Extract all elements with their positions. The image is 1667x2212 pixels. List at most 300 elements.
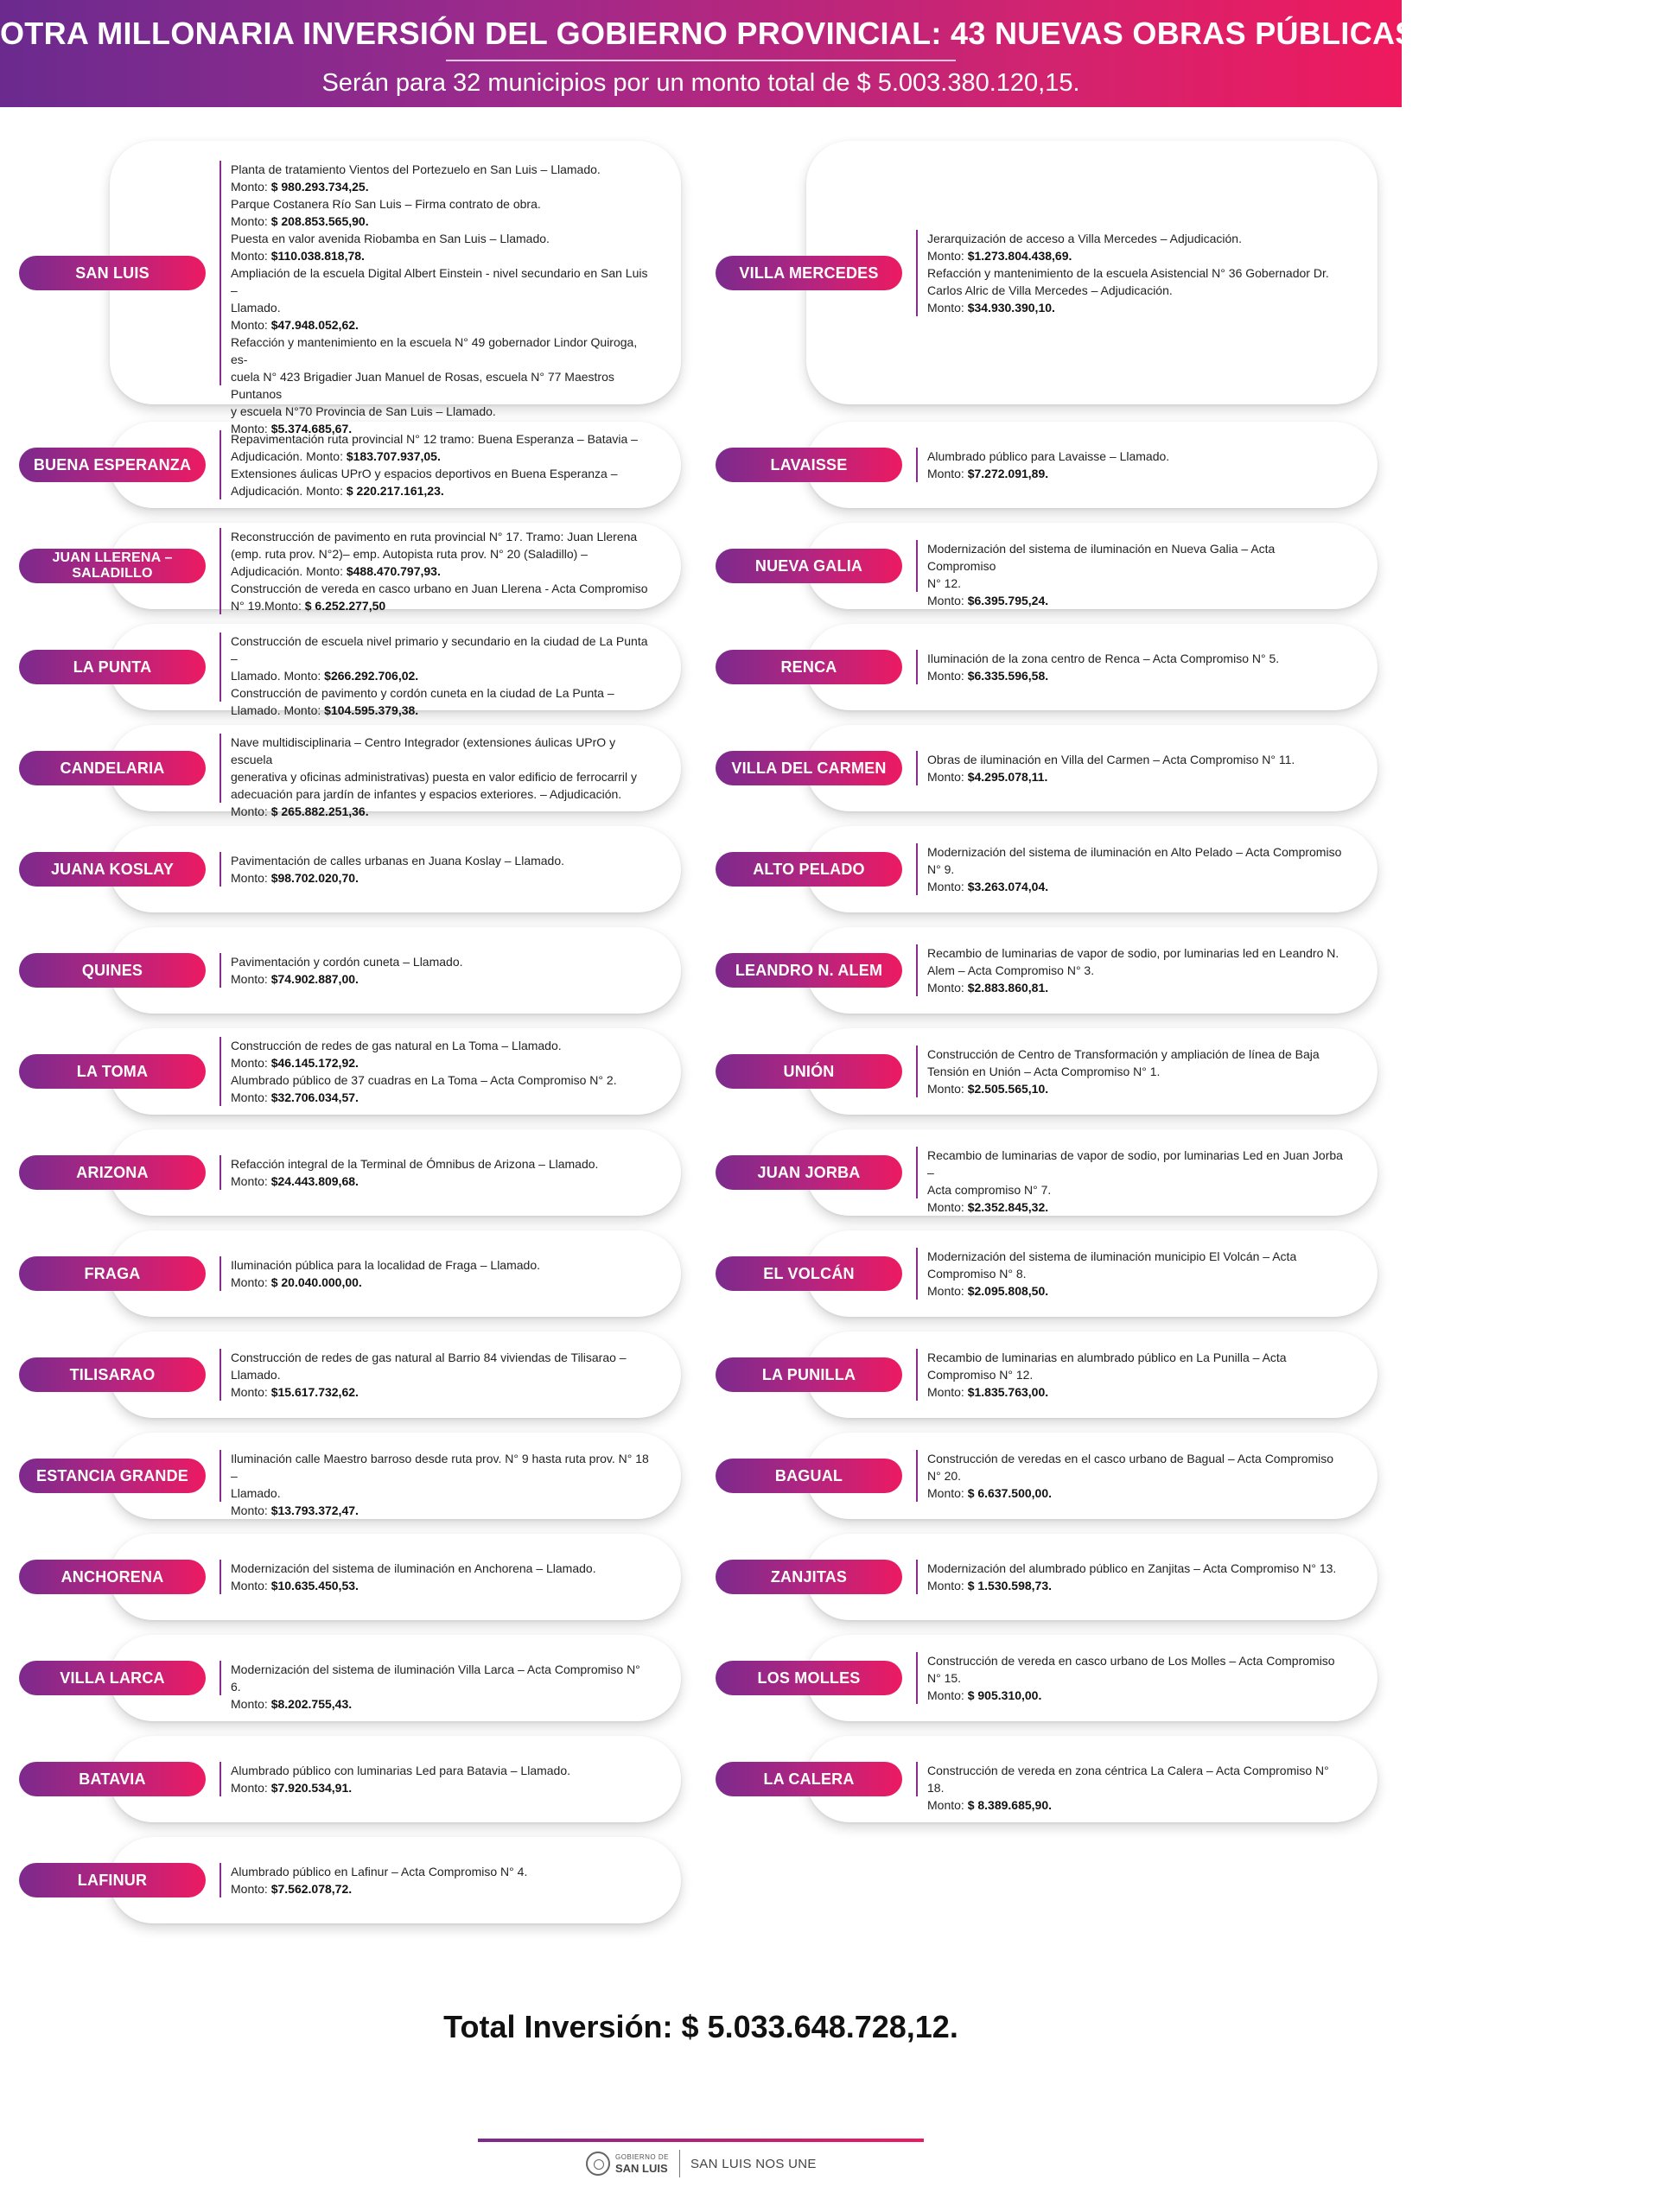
total-investment: Total Inversión: $ 5.033.648.728,12. xyxy=(443,2009,958,2044)
line-text: Alumbrado público para Lavaisse – Llamado. xyxy=(927,449,1170,463)
municipality-name-badge: EL VOLCÁN xyxy=(716,1256,902,1291)
project-description xyxy=(231,1256,650,1291)
line-text: Pavimentación y cordón cuneta – Llamado. xyxy=(231,955,463,969)
amount-value: $4.295.078,11. xyxy=(967,770,1048,784)
description-line xyxy=(927,1467,1346,1484)
line-text: Refacción y mantenimiento en la escuela N° 49 gobernador Lindor Quiroga, es- xyxy=(231,334,638,366)
project-description xyxy=(231,632,650,719)
amount-value: $13.793.372,47. xyxy=(270,1503,359,1517)
amount-value: $34.930.390,10. xyxy=(967,300,1055,315)
description-line xyxy=(231,803,650,820)
amount-value: $ 6.637.500,00. xyxy=(967,1486,1053,1500)
project-description xyxy=(927,1147,1346,1216)
description-line xyxy=(231,403,650,420)
entry-accent-bar xyxy=(916,843,918,895)
entry-accent-bar xyxy=(916,1450,918,1502)
municipality-name-badge: JUAN JORBA xyxy=(716,1155,902,1190)
description-line xyxy=(927,1349,1346,1366)
description-line xyxy=(927,650,1346,667)
description-line xyxy=(231,448,650,465)
description-line xyxy=(927,1181,1346,1198)
amount-value: $ 1.530.598,73. xyxy=(967,1579,1053,1592)
entry-accent-bar xyxy=(916,1147,918,1198)
municipality-entry xyxy=(716,141,1378,404)
description-line xyxy=(231,1779,650,1796)
description-line xyxy=(927,1577,1346,1594)
line-text: Construcción de vereda en casco urbano en Juan Llerena - Acta Compromiso xyxy=(231,582,648,595)
municipality-entry xyxy=(19,1534,681,1620)
page-header xyxy=(0,0,1667,107)
municipality-name-badge: NUEVA GALIA xyxy=(716,549,902,583)
line-text: Monto: xyxy=(927,669,968,683)
description-line xyxy=(927,540,1346,575)
line-text: Adjudicación. Monto: xyxy=(231,449,347,463)
entry-accent-bar xyxy=(916,1046,918,1097)
line-text: Modernización del alumbrado público en Zanjitas – Acta Compromiso N° 13. xyxy=(927,1561,1337,1575)
entry-accent-bar xyxy=(220,430,221,499)
line-text: Monto: xyxy=(231,1503,271,1517)
line-text: Llamado. xyxy=(231,300,281,315)
municipality-entry xyxy=(19,1230,681,1317)
municipality-name-badge: JUANA KOSLAY xyxy=(19,852,206,887)
description-line xyxy=(231,161,650,178)
description-line xyxy=(927,1080,1346,1097)
line-text: Ampliación de la escuela Digital Albert Einstein - nivel secundario en San Luis – xyxy=(231,265,648,297)
entry-accent-bar xyxy=(916,1349,918,1401)
municipality-entry xyxy=(19,624,681,717)
amount-value: $488.470.797,93. xyxy=(346,564,441,578)
line-text: Monto: xyxy=(231,1275,271,1289)
line-text: Monto: xyxy=(927,1688,968,1702)
amount-value: $10.635.450,53. xyxy=(270,1579,359,1592)
amount-value: $5.374.685,67. xyxy=(270,421,353,435)
description-line xyxy=(231,1089,650,1106)
line-text: Monto: xyxy=(231,1174,271,1188)
municipality-name-badge: CANDELARIA xyxy=(19,751,206,785)
project-description xyxy=(927,650,1346,684)
description-line xyxy=(231,734,650,768)
description-line xyxy=(231,768,650,785)
municipality-entry xyxy=(19,523,681,613)
line-text: Monto: xyxy=(231,179,271,194)
line-text: Recambio de luminarias de vapor de sodio, por luminarias led en Leandro N. xyxy=(927,946,1339,960)
entry-accent-bar xyxy=(220,734,221,803)
line-text: Monto: xyxy=(927,1798,968,1812)
amount-value: $183.707.937,05. xyxy=(346,449,441,463)
line-text: Recambio de luminarias en alumbrado público en La Punilla – Acta xyxy=(927,1351,1287,1364)
entry-accent-bar xyxy=(916,448,918,482)
amount-value: $ 208.853.565,90. xyxy=(270,213,369,228)
line-text: Extensiones áulicas UPrO y espacios deportivos en Buena Esperanza – xyxy=(231,467,618,480)
description-line xyxy=(231,195,650,213)
description-line xyxy=(231,597,650,614)
municipality-name-badge: ARIZONA xyxy=(19,1155,206,1190)
description-line xyxy=(231,1863,650,1880)
line-text: Recambio de luminarias de vapor de sodio, por luminarias Led en Juan Jorba – xyxy=(927,1148,1343,1179)
line-text: Construcción de vereda en casco urbano de Los Molles – Acta Compromiso xyxy=(927,1654,1335,1668)
description-line xyxy=(927,1046,1346,1063)
municipality-entry xyxy=(19,725,681,818)
municipality-entry xyxy=(716,1736,1378,1822)
description-line xyxy=(927,299,1346,316)
description-line xyxy=(231,667,650,684)
municipality-entry xyxy=(716,1433,1378,1519)
amount-value: $ 20.040.000,00. xyxy=(270,1275,362,1289)
description-line xyxy=(927,751,1346,768)
description-line xyxy=(231,1366,650,1383)
description-line xyxy=(231,1484,650,1502)
line-text: Construcción de Centro de Transformación y ampliación de línea de Baja xyxy=(927,1047,1320,1061)
line-text: Alumbrado público en Lafinur – Acta Compromiso N° 4. xyxy=(231,1865,528,1878)
line-text: Monto: xyxy=(231,1385,271,1399)
description-line xyxy=(927,465,1346,482)
description-line xyxy=(231,1880,650,1897)
entry-accent-bar xyxy=(220,1450,221,1502)
description-line xyxy=(927,768,1346,785)
line-text: Monto: xyxy=(231,317,271,332)
description-line xyxy=(231,1155,650,1173)
description-line xyxy=(231,299,650,316)
description-line xyxy=(231,1661,650,1695)
line-text: Construcción de escuela nivel primario y secundario en la ciudad de La Punta – xyxy=(231,634,648,665)
municipality-name-badge: SAN LUIS xyxy=(19,256,206,290)
municipality-name-badge: LA CALERA xyxy=(716,1762,902,1796)
entry-accent-bar xyxy=(916,1652,918,1704)
description-line xyxy=(231,970,650,988)
municipality-name-badge: JUAN LLERENA – SALADILLO xyxy=(19,549,206,583)
line-text: Refacción y mantenimiento de la escuela Asistencial N° 36 Gobernador Dr. xyxy=(927,265,1329,280)
line-text: Refacción integral de la Terminal de Ómnibus de Arizona – Llamado. xyxy=(231,1157,599,1171)
project-description xyxy=(231,1762,650,1796)
description-line xyxy=(927,1282,1346,1300)
description-line xyxy=(231,953,650,970)
municipality-entry xyxy=(19,1129,681,1216)
municipality-name-badge: LA PUNTA xyxy=(19,650,206,684)
description-line xyxy=(231,1695,650,1713)
description-line xyxy=(927,861,1346,878)
line-text: cuela N° 423 Brigadier Juan Manuel de Rosas, escuela N° 77 Maestros Puntanos xyxy=(231,369,614,401)
entry-accent-bar xyxy=(220,852,221,887)
amount-value: $2.352.845,32. xyxy=(967,1200,1049,1214)
line-text: Modernización del sistema de iluminación en Nueva Galia – Acta Compromiso xyxy=(927,542,1276,573)
entry-accent-bar xyxy=(916,1560,918,1594)
municipality-name-badge: LAVAISSE xyxy=(716,448,902,482)
line-text: Obras de iluminación en Villa del Carmen – Acta Compromiso N° 11. xyxy=(927,753,1295,766)
government-label-line2: SAN LUIS xyxy=(615,2162,668,2175)
line-text: Adjudicación. Monto: xyxy=(231,564,347,578)
amount-value: $2.095.808,50. xyxy=(967,1284,1049,1298)
municipality-entry xyxy=(716,1635,1378,1721)
municipality-name-badge: LAFINUR xyxy=(19,1863,206,1897)
municipality-entry xyxy=(716,725,1378,811)
municipality-name-badge: QUINES xyxy=(19,953,206,988)
project-description xyxy=(231,1863,650,1897)
line-text: Monto: xyxy=(927,1284,968,1298)
line-text: Construcción de redes de gas natural en La Toma – Llamado. xyxy=(231,1039,562,1052)
amount-value: $2.883.860,81. xyxy=(967,981,1049,995)
municipality-entry xyxy=(19,1635,681,1721)
municipality-entry xyxy=(19,1433,681,1519)
project-description xyxy=(927,1046,1346,1097)
line-text: Construcción de redes de gas natural al Barrio 84 viviendas de Tilisarao – xyxy=(231,1351,627,1364)
line-text: N° 15. xyxy=(927,1671,962,1685)
line-text: Monto: xyxy=(927,467,968,480)
municipality-entry xyxy=(716,1129,1378,1216)
municipality-name-badge: FRAGA xyxy=(19,1256,206,1291)
line-text: Construcción de pavimento y cordón cuneta en la ciudad de La Punta – xyxy=(231,686,614,700)
description-line xyxy=(231,869,650,887)
project-description xyxy=(231,734,650,820)
description-line xyxy=(231,213,650,230)
entry-accent-bar xyxy=(220,1661,221,1695)
line-text: Monto: xyxy=(927,1385,968,1399)
entry-accent-bar xyxy=(220,1037,221,1106)
municipality-entry xyxy=(19,1332,681,1418)
amount-value: $ 8.389.685,90. xyxy=(967,1798,1053,1812)
description-line xyxy=(231,702,650,719)
project-description xyxy=(927,751,1346,785)
municipality-entry xyxy=(716,826,1378,912)
amount-value: $1.835.763,00. xyxy=(967,1385,1049,1399)
header-divider xyxy=(446,60,956,61)
entry-accent-bar xyxy=(220,1762,221,1796)
line-text: Modernización del sistema de iluminación en Alto Pelado – Acta Compromiso xyxy=(927,845,1342,859)
amount-value: $ 220.217.161,23. xyxy=(346,484,444,498)
amount-value: $ 265.882.251,36. xyxy=(270,804,369,818)
line-text: Compromiso N° 8. xyxy=(927,1267,1027,1281)
description-line xyxy=(927,1762,1346,1796)
municipality-entry xyxy=(19,927,681,1014)
municipality-name-badge: LA PUNILLA xyxy=(716,1357,902,1392)
line-text: Alumbrado público con luminarias Led para Batavia – Llamado. xyxy=(231,1764,571,1777)
line-text: Monto: xyxy=(927,770,968,784)
description-line xyxy=(231,1383,650,1401)
line-text: Adjudicación. Monto: xyxy=(231,484,347,498)
line-text: Construcción de veredas en el casco urbano de Bagual – Acta Compromiso xyxy=(927,1452,1334,1465)
line-text: Carlos Alric de Villa Mercedes – Adjudicación. xyxy=(927,283,1173,297)
municipality-entry xyxy=(716,1230,1378,1317)
line-text: Monto: xyxy=(927,1486,968,1500)
municipality-name-badge: UNIÓN xyxy=(716,1054,902,1089)
description-line xyxy=(927,1652,1346,1669)
line-text: N° 20. xyxy=(927,1469,962,1483)
project-description xyxy=(231,430,650,499)
project-description xyxy=(231,852,650,887)
page-subtitle: Serán para 32 municipios por un monto total de $ 5.003.380.120,15. xyxy=(321,69,1080,97)
amount-value: $6.335.596,58. xyxy=(967,669,1049,683)
description-line xyxy=(231,368,650,403)
amount-value: $7.562.078,72. xyxy=(270,1882,353,1896)
line-text: Monto: xyxy=(927,594,968,607)
project-description xyxy=(927,1450,1346,1502)
description-line xyxy=(231,545,650,563)
entry-accent-bar xyxy=(220,1863,221,1897)
line-text: Reconstrucción de pavimento en ruta provincial N° 17. Tramo: Juan Llerena xyxy=(231,530,638,543)
description-line xyxy=(231,178,650,195)
description-line xyxy=(231,580,650,597)
description-line xyxy=(231,465,650,482)
project-description xyxy=(231,1661,650,1713)
line-text: N° 12. xyxy=(927,576,962,590)
project-description xyxy=(231,1450,650,1519)
description-line xyxy=(927,878,1346,895)
description-line xyxy=(231,1256,650,1274)
footer-slogan: SAN LUIS NOS UNE xyxy=(690,2157,817,2171)
amount-value: $ 905.310,00. xyxy=(967,1688,1042,1702)
entry-accent-bar xyxy=(220,632,221,702)
line-text: Monto: xyxy=(231,248,271,263)
entry-accent-bar xyxy=(916,751,918,785)
amount-value: $104.595.379,38. xyxy=(324,703,419,717)
line-text: Iluminación pública para la localidad de Fraga – Llamado. xyxy=(231,1258,540,1272)
line-text: Modernización del sistema de iluminación Villa Larca – Acta Compromiso N° 6. xyxy=(231,1662,640,1694)
amount-value: $47.948.052,62. xyxy=(270,317,359,332)
municipality-entry xyxy=(19,422,681,508)
line-text: Monto: xyxy=(231,972,271,986)
line-text: Llamado. xyxy=(231,1486,281,1500)
project-description xyxy=(231,1155,650,1190)
description-line xyxy=(231,482,650,499)
description-line xyxy=(927,1687,1346,1704)
municipality-name-badge: VILLA LARCA xyxy=(19,1661,206,1695)
entry-accent-bar xyxy=(916,944,918,996)
line-text: Monto: xyxy=(927,300,968,315)
municipality-name-badge: BUENA ESPERANZA xyxy=(19,448,206,482)
line-text: Modernización del sistema de iluminación en Anchorena – Llamado. xyxy=(231,1561,596,1575)
description-line xyxy=(231,264,650,299)
municipality-name-badge: ANCHORENA xyxy=(19,1560,206,1594)
line-text: Monto: xyxy=(231,804,271,818)
description-line xyxy=(927,592,1346,609)
description-line xyxy=(927,1796,1346,1814)
project-description xyxy=(231,161,650,437)
amount-value: $3.263.074,04. xyxy=(967,880,1049,893)
municipality-name-badge: VILLA MERCEDES xyxy=(716,256,902,290)
description-line xyxy=(927,1147,1346,1181)
municipality-name-badge: BATAVIA xyxy=(19,1762,206,1796)
description-line xyxy=(927,979,1346,996)
amount-value: $7.272.091,89. xyxy=(967,467,1049,480)
entry-accent-bar xyxy=(916,230,918,316)
amount-value: $24.443.809,68. xyxy=(270,1174,359,1188)
description-line xyxy=(927,575,1346,592)
line-text: Monto: xyxy=(927,981,968,995)
description-line xyxy=(927,1265,1346,1282)
entry-accent-bar xyxy=(220,1349,221,1401)
line-text: Llamado. Monto: xyxy=(231,703,325,717)
line-text: Parque Costanera Río San Luis – Firma contrato de obra. xyxy=(231,196,541,211)
project-description xyxy=(927,1762,1346,1814)
project-description xyxy=(927,1652,1346,1704)
description-line xyxy=(231,1274,650,1291)
municipality-name-badge: BAGUAL xyxy=(716,1459,902,1493)
line-text: Monto: xyxy=(927,1082,968,1096)
government-label-line1: GOBIERNO DE xyxy=(615,2153,669,2161)
description-line xyxy=(231,563,650,580)
entry-accent-bar xyxy=(220,1155,221,1190)
line-text: Compromiso N° 12. xyxy=(927,1368,1034,1382)
line-text: Iluminación de la zona centro de Renca – Acta Compromiso N° 5. xyxy=(927,652,1280,665)
municipality-name-badge: LEANDRO N. ALEM xyxy=(716,953,902,988)
description-line xyxy=(231,684,650,702)
description-line xyxy=(231,1502,650,1519)
amount-value: $6.395.795,24. xyxy=(967,594,1049,607)
description-line xyxy=(231,1560,650,1577)
line-text: Modernización del sistema de iluminación municipio El Volcán – Acta xyxy=(927,1249,1297,1263)
line-text: Nave multidisciplinaria – Centro Integrador (extensiones áulicas UPrO y escuela xyxy=(231,735,616,766)
municipality-entry xyxy=(19,1837,681,1923)
project-description xyxy=(231,1349,650,1401)
amount-value: $32.706.034,57. xyxy=(270,1090,359,1104)
description-line xyxy=(231,334,650,368)
description-line xyxy=(927,1063,1346,1080)
line-text: Monto: xyxy=(231,1882,271,1896)
entry-accent-bar xyxy=(220,528,221,614)
line-text: Monto: xyxy=(231,1697,271,1711)
description-line xyxy=(231,785,650,803)
project-description xyxy=(231,528,650,614)
line-text: N° 19.Monto: xyxy=(231,599,305,613)
line-text: Repavimentación ruta provincial N° 12 tramo: Buena Esperanza – Batavia – xyxy=(231,432,638,446)
description-line xyxy=(231,430,650,448)
amount-value: $7.920.534,91. xyxy=(270,1781,353,1795)
description-line xyxy=(231,247,650,264)
project-description xyxy=(927,944,1346,996)
line-text: Monto: xyxy=(231,1056,271,1070)
municipality-name-badge: ALTO PELADO xyxy=(716,852,902,887)
municipality-entry xyxy=(19,141,681,435)
line-text: (emp. ruta prov. N°2)– emp. Autopista ruta prov. N° 20 (Saladillo) – xyxy=(231,547,588,561)
description-line xyxy=(927,230,1346,247)
line-text: Monto: xyxy=(231,213,271,228)
description-line xyxy=(231,316,650,334)
description-line xyxy=(231,528,650,545)
project-description xyxy=(927,843,1346,895)
description-line xyxy=(231,1173,650,1190)
line-text: Monto: xyxy=(927,248,968,263)
description-line xyxy=(927,1450,1346,1467)
line-text: Tensión en Unión – Acta Compromiso N° 1. xyxy=(927,1065,1161,1078)
project-description xyxy=(231,1560,650,1594)
amount-value: $8.202.755,43. xyxy=(270,1697,353,1711)
line-text: Llamado. Monto: xyxy=(231,669,325,683)
description-line xyxy=(231,1762,650,1779)
line-text: Iluminación calle Maestro barroso desde ruta prov. N° 9 hasta ruta prov. N° 18 – xyxy=(231,1452,649,1483)
municipality-entry xyxy=(716,422,1378,508)
footer-separator xyxy=(679,2150,680,2177)
entry-accent-bar xyxy=(220,161,221,385)
amount-value: $1.273.804.438,69. xyxy=(967,248,1072,263)
page-title: OTRA MILLONARIA INVERSIÓN DEL GOBIERNO PROVINCIAL: 43 NUEVAS OBRAS PÚBLICAS PARA SAN LUIS xyxy=(0,16,1667,51)
project-description xyxy=(231,953,650,988)
line-text: Construcción de vereda en zona céntrica La Calera – Acta Compromiso N° 18. xyxy=(927,1764,1329,1795)
project-description xyxy=(927,1560,1346,1594)
description-line xyxy=(927,247,1346,264)
municipality-name-badge: RENCA xyxy=(716,650,902,684)
description-line xyxy=(231,1071,650,1089)
amount-value: $15.617.732,62. xyxy=(270,1385,359,1399)
line-text: generativa y oficinas administrativas) puesta en valor edificio de ferrocarril y xyxy=(231,770,637,784)
description-line xyxy=(231,1450,650,1484)
project-description xyxy=(927,1248,1346,1300)
description-line xyxy=(927,962,1346,979)
footer xyxy=(0,2148,1402,2183)
line-text: Monto: xyxy=(927,880,968,893)
description-line xyxy=(231,1349,650,1366)
line-text: Monto: xyxy=(927,1200,968,1214)
description-line xyxy=(231,1577,650,1594)
amount-value: $ 6.252.277,50 xyxy=(304,599,386,613)
